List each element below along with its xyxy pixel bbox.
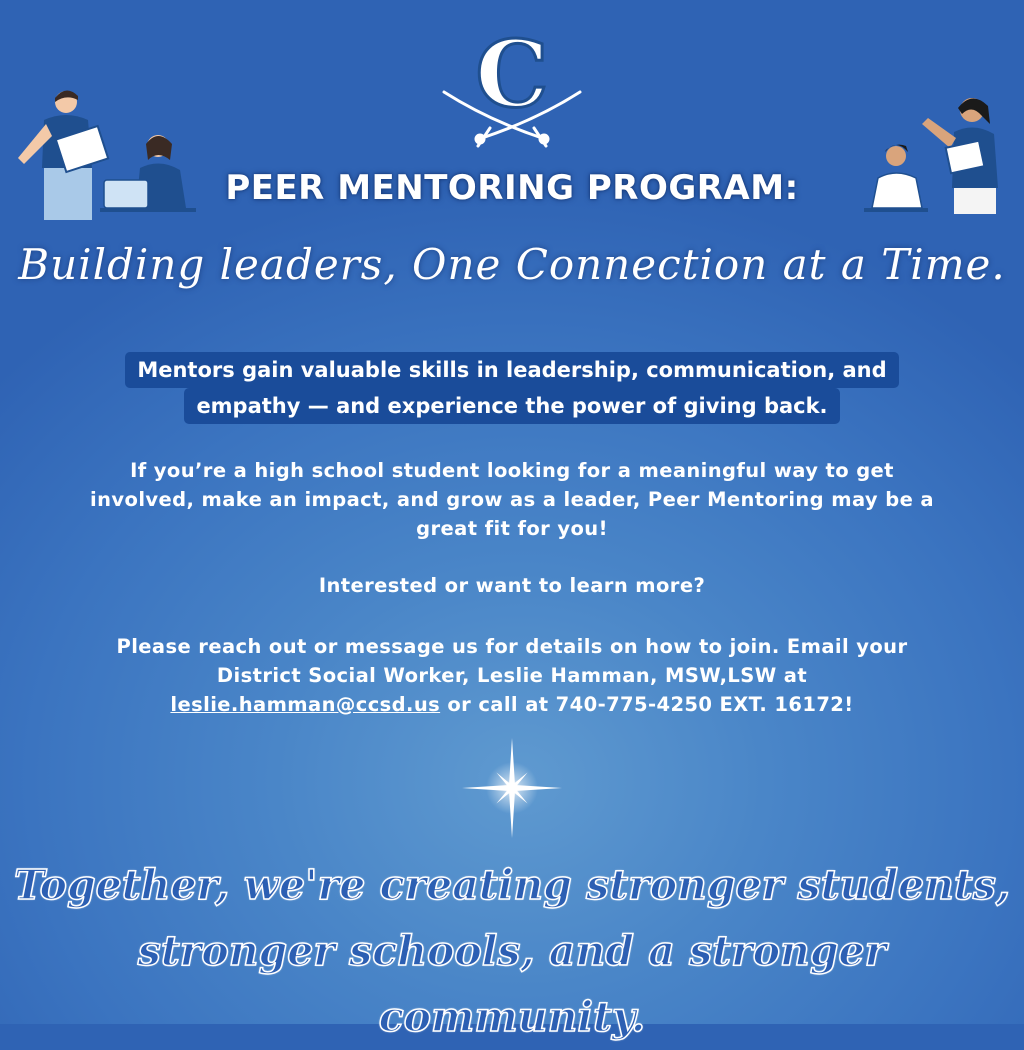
intro-line-3: great fit for you! (416, 517, 608, 540)
question-text: Interested or want to learn more? (318, 574, 706, 597)
contact-paragraph (24, 632, 1000, 719)
email-link[interactable]: leslie.hamman@ccsd.us (170, 693, 441, 716)
closing-message (0, 852, 1024, 1050)
sparkle-icon (462, 738, 562, 838)
closing-line-1: Together, we're creating stronger students, (13, 861, 1011, 909)
page-subtitle: Building leaders, One Connection at a Time. (18, 240, 1006, 289)
school-logo (438, 22, 586, 152)
contact-line-2: District Social Worker, Leslie Hamman, MSW,LSW at (216, 664, 808, 687)
highlight-box (0, 352, 1024, 424)
highlight-line-1: Mentors gain valuable skills in leadership, communication, and (125, 352, 898, 388)
logo-letter: C (475, 22, 549, 128)
intro-line-2: involved, make an impact, and grow as a leader, Peer Mentoring may be a (90, 488, 934, 511)
intro-paragraph (24, 456, 1000, 543)
closing-line-2: stronger schools, and a stronger community. (137, 927, 887, 1041)
contact-line-1: Please reach out or message us for details on how to join. Email your (116, 635, 908, 658)
highlight-line-2: empathy — and experience the power of giving back. (184, 388, 839, 424)
contact-phone: or call at 740-775-4250 EXT. 16172! (440, 693, 854, 716)
intro-line-1: If you’re a high school student looking for a meaningful way to get (130, 459, 894, 482)
page-title: PEER MENTORING PROGRAM: (225, 168, 799, 208)
